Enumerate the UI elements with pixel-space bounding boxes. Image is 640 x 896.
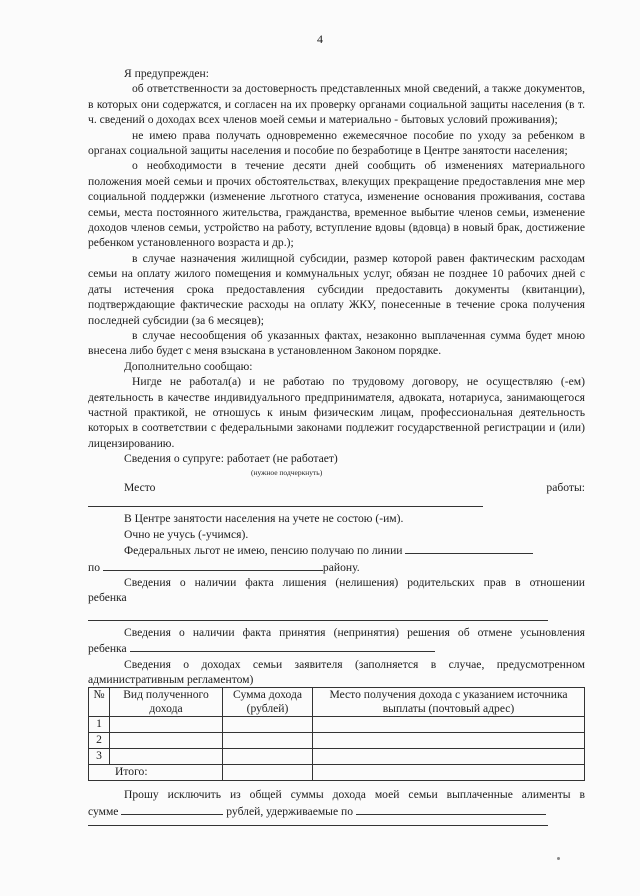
col-income-sum: Сумма дохода (рублей) bbox=[223, 688, 313, 717]
alimony-label: Прошу исключить из общей суммы дохода моей семьи выплаченные алименты в bbox=[124, 788, 585, 802]
alimony-sum-label: сумме bbox=[88, 804, 119, 818]
additional-intro: Дополнительно сообщаю: bbox=[124, 359, 253, 373]
spouse-info: Сведения о супруге: работает (не работает) bbox=[124, 452, 338, 466]
underline-note: (нужное подчеркнуть) bbox=[251, 467, 323, 477]
pension-row bbox=[88, 542, 585, 558]
table-total-row bbox=[89, 765, 585, 781]
table-row bbox=[89, 733, 585, 749]
employment-center: В Центре занятости населения на учете не состою (-им). bbox=[124, 512, 404, 526]
alimony-sum-blank[interactable] bbox=[121, 803, 223, 815]
total-cell: Итого: bbox=[89, 765, 223, 781]
adoption-row bbox=[88, 640, 585, 656]
alimony-row bbox=[88, 803, 585, 819]
income-type-cell[interactable] bbox=[110, 749, 223, 765]
scan-speck bbox=[557, 857, 560, 860]
family-income-regulation: административным регламентом) bbox=[88, 673, 254, 687]
row-number: 2 bbox=[89, 733, 110, 749]
notify-changes-paragraph: о необходимости в течение десяти дней сообщить об изменениях материального положения моей семьи и прочих обстоятельствах, влекущих прекращение предоставления мне мер социальной поддержки (изменение льготного статуса, изменение основания проживания, состава семьи, места постоянного жительства, гражданства, временное выбытие членов семьи, изменение доходов членов семьи, устройство на работу, вступление вдовы (вдовца) в новый брак, достижение ребенком установленного возраста и др.); bbox=[88, 159, 585, 250]
workplace-row bbox=[88, 480, 585, 512]
workplace-label: Место работы: bbox=[124, 480, 585, 494]
page-number: 4 bbox=[317, 32, 323, 46]
parental-rights-child: ребенка bbox=[88, 591, 127, 605]
adoption-blank[interactable] bbox=[130, 640, 435, 652]
income-sum-cell[interactable] bbox=[223, 717, 313, 733]
adoption-child: ребенка bbox=[88, 642, 127, 656]
pension-district: району. bbox=[322, 560, 360, 574]
income-type-cell[interactable] bbox=[110, 717, 223, 733]
housing-subsidy-paragraph: в случае назначения жилищной субсидии, размер которой равен фактическим расходам семьи на оплату жилого помещения и коммунальных услуг, обязан не позднее 10 рабочих дней с даты истечения срока предоставления субсидии предоставить документы (квитанции), подтверждающие фактические расходы на оплату ЖКУ, понесенные в течение срока получения последней субсидии (за 6 месяцев); bbox=[88, 251, 585, 327]
not-studying: Очно не учусь (-учимся). bbox=[124, 527, 249, 541]
income-source-cell[interactable] bbox=[313, 733, 585, 749]
col-income-source: Место получения дохода с указанием источника выплаты (почтовый адрес) bbox=[313, 688, 585, 717]
alimony-extra-blank[interactable] bbox=[88, 819, 548, 826]
not-employed-paragraph: Нигде не работал(а) и не работаю по трудовому договору, не осуществляю (-ем) деятельность в качестве индивидуального предпринимателя, адвоката, нотариуса, занимающегося частной практикой, не отношусь к иным физическим лицам, профессиональная деятельность которых в соответствии с федеральными законами подлежит государственной регистрации и (или) лицензированию. bbox=[88, 375, 585, 450]
alimony-basis-blank[interactable] bbox=[356, 803, 546, 815]
pension-by: по bbox=[88, 560, 101, 574]
table-row bbox=[89, 717, 585, 733]
pension-label: Федеральных льгот не имею, пенсию получаю по линии bbox=[124, 544, 403, 558]
col-number: № bbox=[89, 688, 110, 717]
income-source-cell[interactable] bbox=[313, 717, 585, 733]
income-sum-cell[interactable] bbox=[223, 749, 313, 765]
income-sum-cell[interactable] bbox=[223, 733, 313, 749]
parental-rights-label: Сведения о наличии факта лишения (нелишения) родительских прав в отношении bbox=[124, 576, 585, 589]
workplace-blank[interactable] bbox=[88, 495, 483, 507]
parental-rights-blank[interactable] bbox=[88, 606, 548, 621]
document-body bbox=[88, 66, 585, 826]
pension-district-blank[interactable] bbox=[103, 559, 323, 571]
total-sum-cell[interactable] bbox=[223, 765, 313, 781]
non-report-paragraph: в случае несообщения об указанных фактах, незаконно выплаченная сумма будет мною внесена либо будет с меня взыскана в установленном Законом порядке. bbox=[88, 328, 585, 358]
no-double-benefit-paragraph: не имею права получать одновременно ежемесячное пособие по уходу за ребенком в органах социальной защиты населения и пособие по безработице в Центре занятости населения; bbox=[88, 128, 585, 158]
adoption-label: Сведения о наличии факта принятия (непринятия) решения об отмене усыновления bbox=[124, 625, 585, 639]
parental-rights-row bbox=[88, 590, 585, 605]
alimony-rubles-label: рублей, удерживаемые по bbox=[226, 804, 354, 818]
row-number: 1 bbox=[89, 717, 110, 733]
pension-blank[interactable] bbox=[405, 542, 533, 554]
warned-intro: Я предупрежден: bbox=[124, 67, 209, 80]
income-source-cell[interactable] bbox=[313, 749, 585, 765]
income-type-cell[interactable] bbox=[110, 733, 223, 749]
pension-district-row bbox=[88, 559, 585, 575]
income-table bbox=[88, 687, 585, 781]
responsibility-paragraph: об ответственности за достоверность представленных мной сведений, а также документов, в которых они содержатся, и согласен на их проверку органами социальной защиты населения (в т. ч. сведений о доходах всех членов моей семьи и материально - бытовых условий проживания); bbox=[88, 82, 585, 127]
row-number: 3 bbox=[89, 749, 110, 765]
family-income-label: Сведения о доходах семьи заявителя (заполняется в случае, предусмотренном bbox=[124, 657, 585, 671]
total-source-cell[interactable] bbox=[313, 765, 585, 781]
col-income-type: Вид полученного дохода bbox=[110, 688, 223, 717]
table-row bbox=[89, 749, 585, 765]
income-table-header bbox=[89, 688, 585, 717]
